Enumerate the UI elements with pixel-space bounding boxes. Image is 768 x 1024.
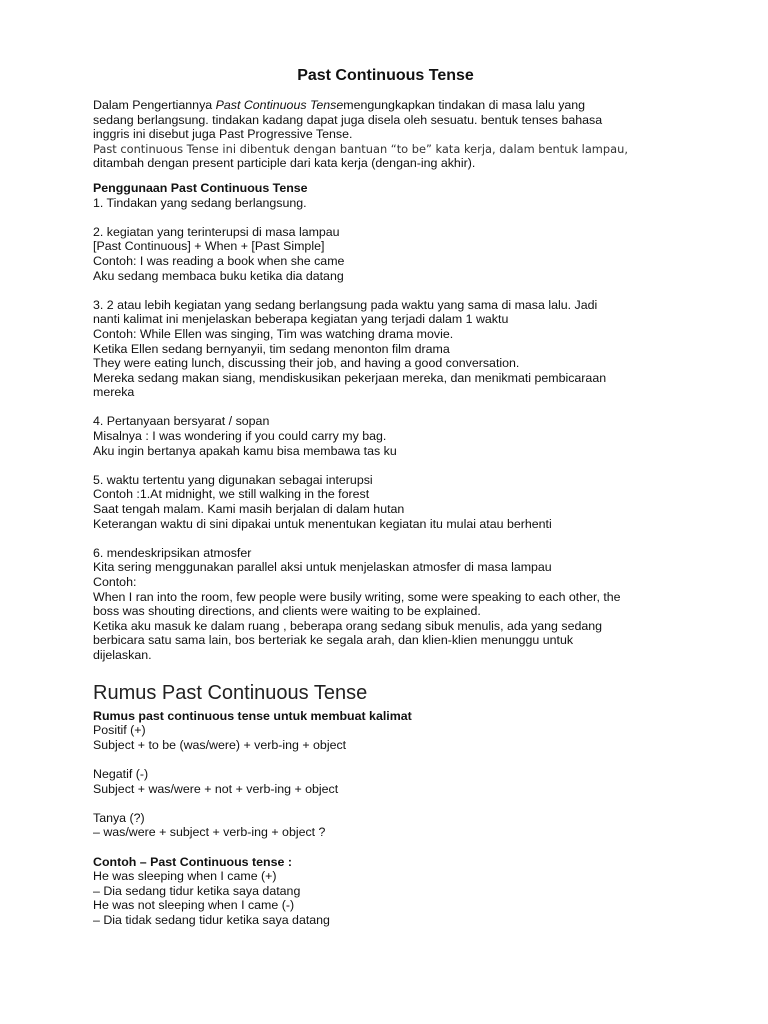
intro-paragraph [93, 98, 678, 171]
usage-item-3-line: 3. 2 atau lebih kegiatan yang sedang berlangsung pada waktu yang sama di masa lalu. Jadi [93, 297, 598, 312]
formula-negative [93, 767, 678, 796]
usage-item-5-line: Contoh :1.At midnight, we still walking in the forest [93, 487, 370, 502]
usage-item-2-line: Contoh: I was reading a book when she came [93, 253, 345, 268]
formula-subheading: Rumus past continuous tense untuk membuat kalimat [93, 708, 412, 723]
formula-positive [93, 709, 678, 753]
usage-item-6-line: When I ran into the room, few people were busily writing, some were speaking to each other, the [93, 589, 621, 604]
page-title: Past Continuous Tense [297, 67, 474, 84]
usage-item-3-line: Ketika Ellen sedang bernyanyii, tim sedang menonton film drama [93, 341, 450, 356]
usage-item-3-line: They were eating lunch, discussing their job, and having a good conversation. [93, 356, 520, 371]
document-page [93, 66, 678, 942]
usage-item-6-line: berbicara satu sama lain, bos berteriak ke segala arah, dan klien-klien menunggu untuk [93, 633, 574, 648]
usage-item-3 [93, 298, 678, 400]
usage-section [93, 181, 678, 210]
usage-item-6 [93, 546, 678, 663]
usage-item-4-line: Aku ingin bertanya apakah kamu bisa membawa tas ku [93, 443, 397, 458]
example-line: – Dia sedang tidur ketika saya datang [93, 883, 301, 898]
usage-item-2-line: 2. kegiatan yang terinterupsi di masa lampau [93, 224, 340, 239]
usage-item-6-line: Contoh: [93, 575, 137, 589]
usage-item-6-line: dijelaskan. [93, 647, 152, 662]
examples-section [93, 855, 678, 928]
formula-heading: Rumus Past Continuous Tense [93, 681, 368, 704]
usage-item-6-line: Ketika aku masuk ke dalam ruang , beberapa orang sedang sibuk menulis, ada yang sedang [93, 618, 603, 633]
usage-item-5-line: Saat tengah malam. Kami masih berjalan di dalam hutan [93, 502, 405, 517]
negative-formula: Subject + was/were + not + verb-ing + object [93, 781, 339, 796]
formula-question [93, 811, 678, 840]
positive-label: Positif (+) [93, 723, 146, 738]
intro-italic-term: Past Continuous Tense [215, 98, 344, 112]
usage-item-4-line: 4. Pertanyaan bersyarat / sopan [93, 414, 270, 429]
usage-item-5-line: Keterangan waktu di sini dipakai untuk menentukan kegiatan itu mulai atau berhenti [93, 516, 552, 531]
usage-item-5-line: 5. waktu tertentu yang digunakan sebagai interupsi [93, 472, 373, 487]
intro-line-1 [93, 98, 678, 113]
usage-item-4 [93, 414, 678, 458]
intro-line-1-post: mengungkapkan tindakan di masa lalu yang [343, 98, 586, 112]
positive-formula: Subject + to be (was/were) + verb-ing + object [93, 737, 347, 752]
question-formula: – was/were + subject + verb-ing + object ? [93, 825, 326, 840]
usage-item-6-line: Kita sering menggunakan parallel aksi untuk menjelaskan atmosfer di masa lampau [93, 560, 552, 575]
intro-line-5: ditambah dengan present participle dari kata kerja (dengan-ing akhir). [93, 156, 476, 171]
usage-item-6-line: 6. mendeskripsikan atmosfer [93, 545, 252, 560]
usage-item-5 [93, 473, 678, 531]
example-line: – Dia tidak sedang tidur ketika saya datang [93, 912, 330, 927]
usage-item-6-line: boss was shouting directions, and clients were waiting to be explained. [93, 604, 481, 619]
usage-item-2 [93, 225, 678, 283]
usage-item-4-line: Misalnya : I was wondering if you could carry my bag. [93, 429, 387, 444]
usage-item-3-line: nanti kalimat ini menjelaskan beberapa kegiatan yang terjadi dalam 1 waktu [93, 312, 509, 327]
example-line: He was not sleeping when I came (-) [93, 898, 295, 913]
intro-line-4: Past continuous Tense ini dibentuk dengan bantuan “to be” kata kerja, dalam bentuk lampau, [93, 141, 628, 156]
negative-label: Negatif (-) [93, 766, 149, 781]
usage-item-3-line: Contoh: While Ellen was singing, Tim was watching drama movie. [93, 326, 454, 341]
usage-item-2-line: Aku sedang membaca buku ketika dia datang [93, 268, 344, 283]
examples-heading: Contoh – Past Continuous tense : [93, 854, 292, 869]
usage-item-3-line: mereka [93, 385, 135, 400]
usage-heading: Penggunaan Past Continuous Tense [93, 180, 308, 195]
usage-item-3-line: Mereka sedang makan siang, mendiskusikan pekerjaan mereka, dan menikmati pembicaraan [93, 370, 607, 385]
intro-line-3: inggris ini disebut juga Past Progressive Tense. [93, 127, 353, 142]
usage-item-1: 1. Tindakan yang sedang berlangsung. [93, 195, 307, 210]
question-label: Tanya (?) [93, 810, 145, 825]
intro-line-1-pre: Dalam Pengertiannya [93, 98, 216, 112]
intro-line-2: sedang berlangsung. tindakan kadang dapat juga disela oleh sesuatu. bentuk tenses bahasa [93, 112, 603, 127]
usage-item-2-line: [Past Continuous] + When + [Past Simple] [93, 239, 325, 254]
example-line: He was sleeping when I came (+) [93, 869, 277, 884]
